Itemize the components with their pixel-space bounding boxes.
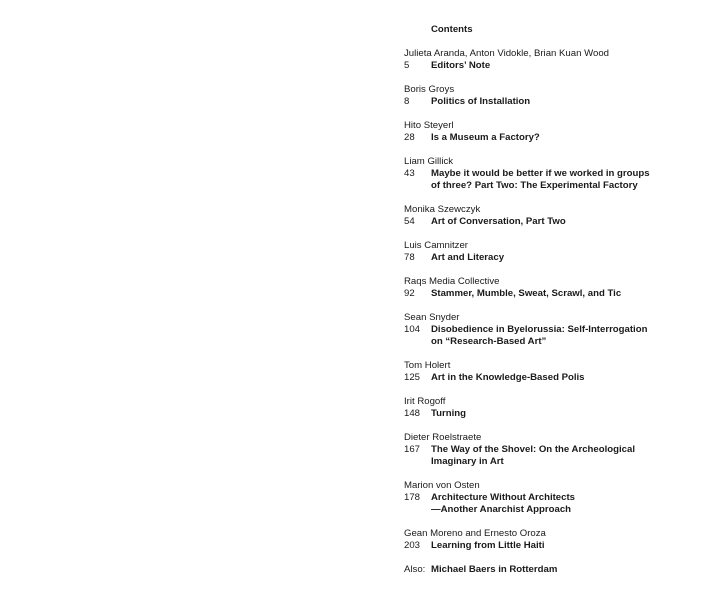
entry-title-line: —Another Anarchist Approach bbox=[431, 504, 572, 515]
entry-page-number: 148 bbox=[404, 408, 421, 419]
entry-title-line: Stammer, Mumble, Sweat, Scrawl, and Tic bbox=[431, 288, 622, 299]
entry-title[interactable] bbox=[431, 444, 704, 468]
entry-author: Gean Moreno and Ernesto Oroza bbox=[404, 528, 546, 539]
entry-title[interactable] bbox=[431, 216, 704, 228]
toc-entry bbox=[404, 396, 704, 420]
entry-title-line: Learning from Little Haiti bbox=[431, 540, 545, 551]
table-of-contents bbox=[404, 24, 704, 588]
entry-title[interactable] bbox=[431, 408, 704, 420]
toc-entry bbox=[404, 204, 704, 228]
contents-heading: Contents bbox=[431, 24, 473, 35]
entry-title[interactable] bbox=[431, 60, 704, 72]
also-label: Also: bbox=[404, 564, 426, 575]
entry-page-number: 178 bbox=[404, 492, 421, 503]
entry-author: Tom Holert bbox=[404, 360, 451, 371]
entry-page-number: 125 bbox=[404, 372, 421, 383]
toc-entry bbox=[404, 480, 704, 516]
entry-title[interactable] bbox=[431, 324, 704, 348]
entry-title[interactable] bbox=[431, 96, 704, 108]
entry-title-line: of three? Part Two: The Experimental Factory bbox=[431, 180, 638, 191]
entry-page-number: 78 bbox=[404, 252, 415, 263]
entry-title-line: Art and Literacy bbox=[431, 252, 505, 263]
toc-entry bbox=[404, 360, 704, 384]
entry-title[interactable] bbox=[431, 132, 704, 144]
toc-entry bbox=[404, 48, 704, 72]
entry-author: Sean Snyder bbox=[404, 312, 460, 323]
toc-entry bbox=[404, 528, 704, 552]
toc-entry bbox=[404, 240, 704, 264]
entry-title-line: Is a Museum a Factory? bbox=[431, 132, 540, 143]
entry-author: Boris Groys bbox=[404, 84, 455, 95]
entry-title[interactable] bbox=[431, 372, 704, 384]
entry-title-line: Maybe it would be better if we worked in groups bbox=[431, 168, 650, 179]
entry-author: Raqs Media Collective bbox=[404, 276, 500, 287]
toc-entry bbox=[404, 432, 704, 468]
entry-author: Dieter Roelstraete bbox=[404, 432, 482, 443]
toc-also-entry bbox=[404, 564, 704, 576]
entry-title[interactable] bbox=[431, 540, 704, 552]
entry-author: Julieta Aranda, Anton Vidokle, Brian Kuan Wood bbox=[404, 48, 609, 59]
entry-author: Liam Gillick bbox=[404, 156, 454, 167]
entry-title-line: Imaginary in Art bbox=[431, 456, 504, 467]
entry-title-line: The Way of the Shovel: On the Archeological bbox=[431, 444, 635, 455]
entry-author: Marion von Osten bbox=[404, 480, 480, 491]
entry-page-number: 5 bbox=[404, 60, 410, 71]
entry-author: Hito Steyerl bbox=[404, 120, 454, 131]
entry-author: Luis Camnitzer bbox=[404, 240, 468, 251]
entry-title-line: Art of Conversation, Part Two bbox=[431, 216, 566, 227]
entry-page-number: 28 bbox=[404, 132, 415, 143]
entry-page-number: 54 bbox=[404, 216, 415, 227]
entry-title-line: Architecture Without Architects bbox=[431, 492, 576, 503]
entry-title-line: Art in the Knowledge-Based Polis bbox=[431, 372, 585, 383]
toc-entry bbox=[404, 156, 704, 192]
entry-author: Irit Rogoff bbox=[404, 396, 446, 407]
entry-page-number: 167 bbox=[404, 444, 421, 455]
entry-title[interactable] bbox=[431, 492, 704, 516]
toc-entry bbox=[404, 276, 704, 300]
entry-author: Monika Szewczyk bbox=[404, 204, 481, 215]
entry-title-line: Turning bbox=[431, 408, 466, 419]
entry-title-line: Disobedience in Byelorussia: Self-Interrogation bbox=[431, 324, 648, 335]
also-title[interactable]: Michael Baers in Rotterdam bbox=[431, 564, 558, 575]
entry-page-number: 8 bbox=[404, 96, 410, 107]
entry-title-line: on “Research-Based Art” bbox=[431, 336, 547, 347]
entry-title[interactable] bbox=[431, 252, 704, 264]
entry-page-number: 43 bbox=[404, 168, 415, 179]
entry-page-number: 104 bbox=[404, 324, 421, 335]
toc-entry bbox=[404, 312, 704, 348]
entry-title-line: Editors’ Note bbox=[431, 60, 491, 71]
toc-entry bbox=[404, 120, 704, 144]
entry-title[interactable] bbox=[431, 288, 704, 300]
entry-title-line: Politics of Installation bbox=[431, 96, 531, 107]
entry-title[interactable] bbox=[431, 168, 704, 192]
entry-page-number: 92 bbox=[404, 288, 415, 299]
toc-entry bbox=[404, 84, 704, 108]
entry-page-number: 203 bbox=[404, 540, 421, 551]
